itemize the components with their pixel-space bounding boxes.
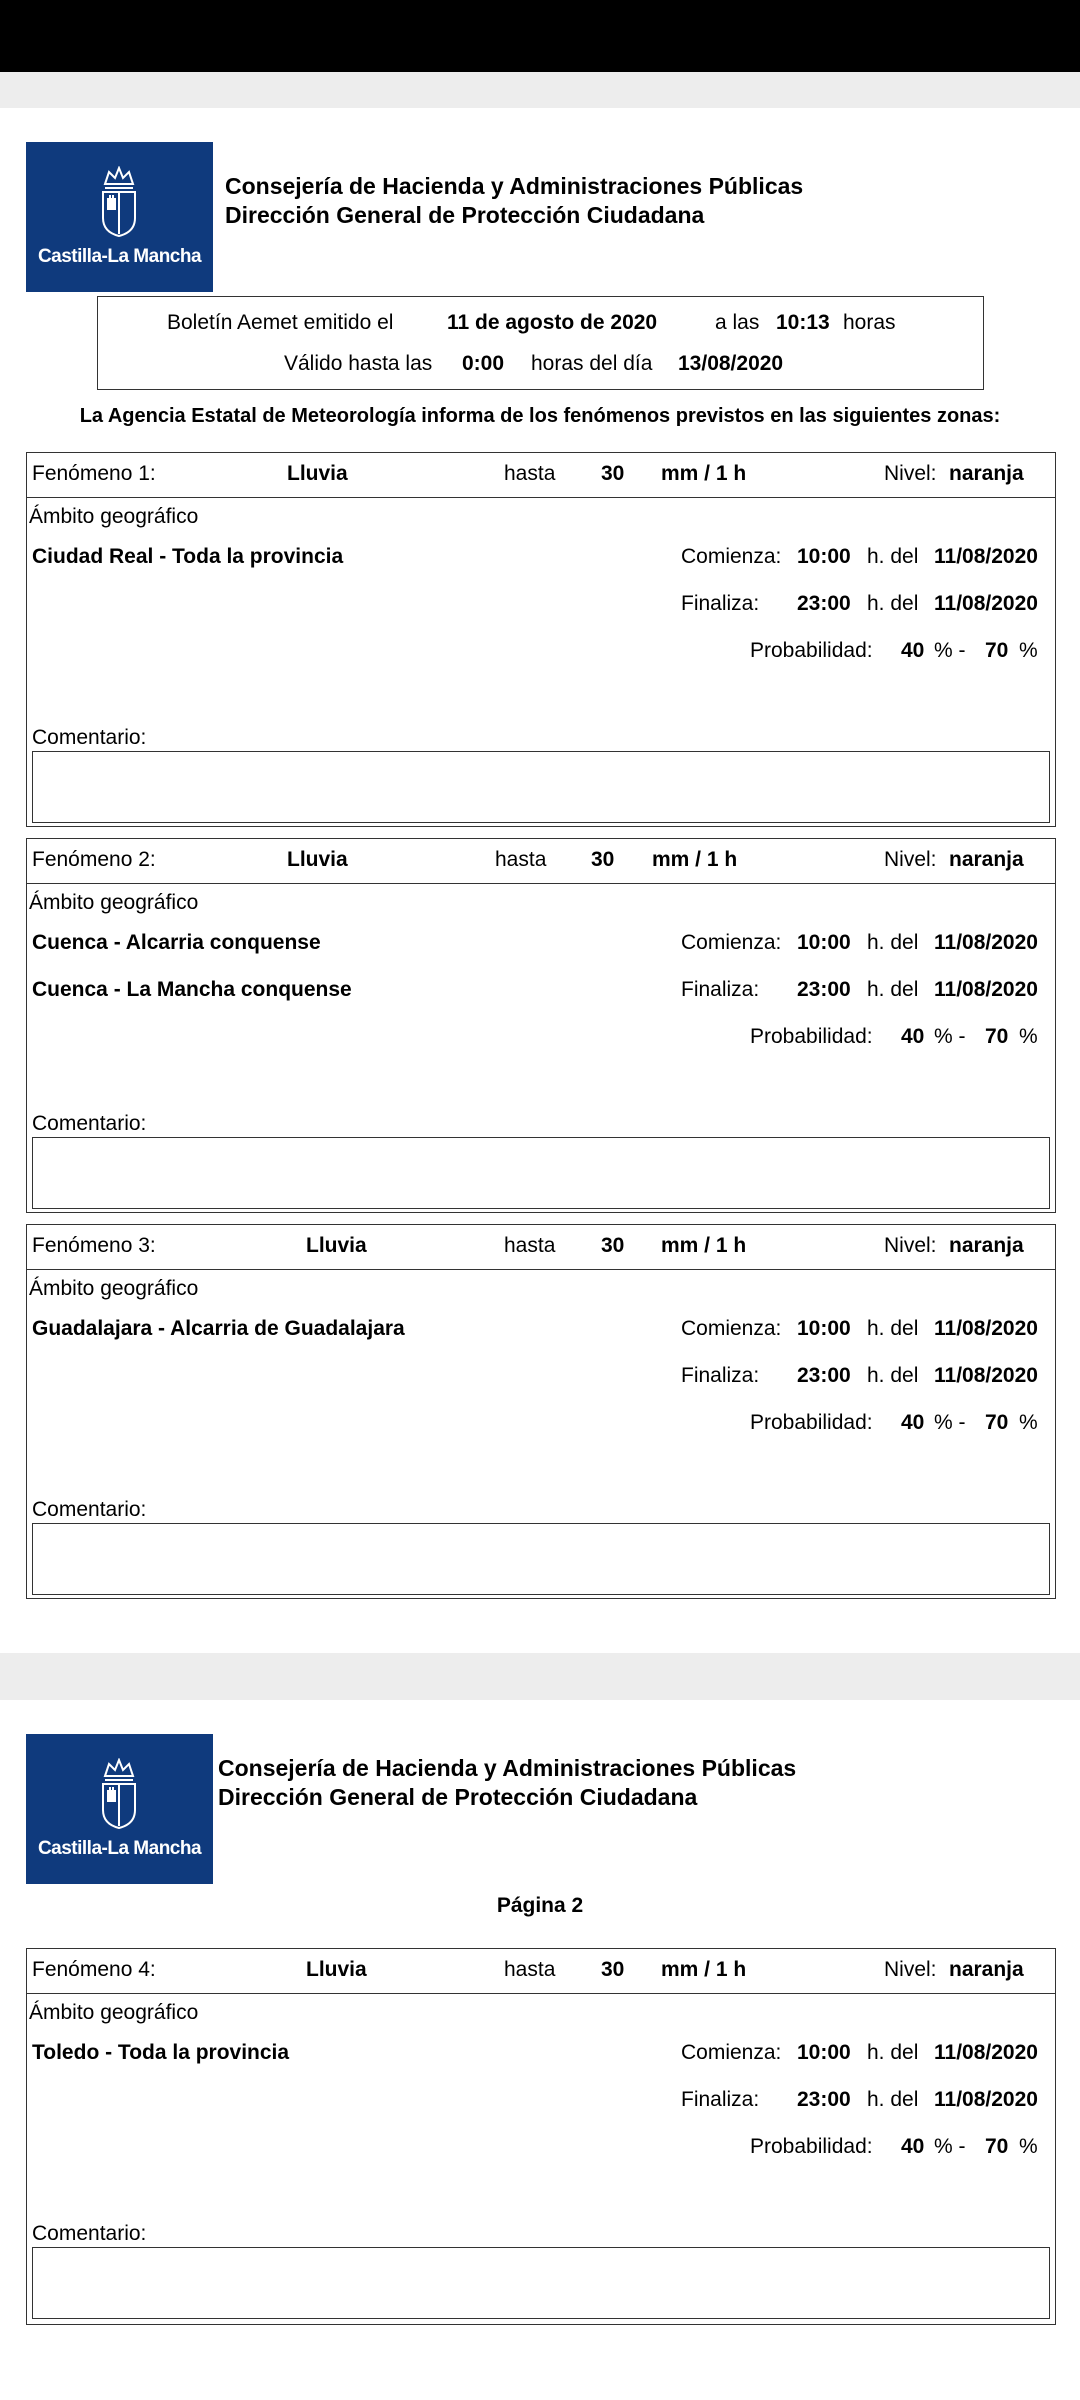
h-del-label: h. del [867, 978, 919, 1001]
level-label: Nivel: [884, 1958, 937, 1981]
phenomenon-amount: 30 [601, 1958, 625, 1981]
probability-min: 40 [901, 2135, 925, 2158]
phenomenon-header [27, 1949, 1055, 1994]
warning-level: naranja [949, 1958, 1024, 1981]
hasta-label: hasta [495, 848, 547, 871]
percent-separator: % - [934, 639, 966, 662]
end-date: 11/08/2020 [934, 1364, 1038, 1387]
warning-level: naranja [949, 462, 1024, 485]
zone-name: Toledo - Toda la provincia [32, 2041, 290, 2064]
end-time: 23:00 [797, 1364, 851, 1387]
org-header [218, 1754, 796, 1812]
start-label: Comienza: [681, 931, 782, 954]
phenomenon-header [27, 453, 1055, 498]
phenomenon-label: Fenómeno 4: [32, 1958, 156, 1981]
percent-separator: % - [934, 2135, 966, 2158]
geographic-scope-label: Ámbito geográfico [29, 891, 199, 914]
h-del-label: h. del [867, 2088, 919, 2111]
comment-label: Comentario: [32, 1498, 147, 1521]
hours-label: horas [843, 311, 896, 334]
percent-label: % [1019, 1411, 1038, 1434]
castilla-la-mancha-logo [26, 142, 213, 292]
probability-max: 70 [985, 1411, 1009, 1434]
intro-text: La Agencia Estatal de Meteorología informa de los fenómenos previstos en las siguientes zonas: [79, 405, 1001, 427]
start-time: 10:00 [797, 1317, 851, 1340]
org-line-2: Dirección General de Protección Ciudadana [225, 202, 705, 228]
castilla-la-mancha-crest-icon [95, 166, 143, 238]
issued-time: 10:13 [776, 311, 830, 334]
castilla-la-mancha-logo [26, 1734, 213, 1884]
level-label: Nivel: [884, 462, 937, 485]
phenomenon-label: Fenómeno 2: [32, 848, 156, 871]
start-date: 11/08/2020 [934, 1317, 1038, 1340]
phenomenon-block [26, 452, 1056, 827]
probability-label: Probabilidad: [750, 1025, 873, 1048]
start-label: Comienza: [681, 2041, 782, 2064]
phenomenon-type: Lluvia [287, 462, 348, 485]
status-bar [0, 0, 1080, 72]
zone-name: Guadalajara - Alcarria de Guadalajara [32, 1317, 405, 1340]
comment-box [32, 1523, 1050, 1595]
valid-day-label: horas del día [531, 352, 653, 375]
phenomenon-type: Lluvia [287, 848, 348, 871]
h-del-label: h. del [867, 2041, 919, 2064]
hasta-label: hasta [504, 462, 556, 485]
h-del-label: h. del [867, 592, 919, 615]
phenomenon-block [26, 1948, 1056, 2325]
hasta-label: hasta [504, 1958, 556, 1981]
end-date: 11/08/2020 [934, 592, 1038, 615]
probability-max: 70 [985, 639, 1009, 662]
hasta-label: hasta [504, 1234, 556, 1257]
phenomenon-unit: mm / 1 h [652, 848, 738, 871]
h-del-label: h. del [867, 1364, 919, 1387]
phenomenon-amount: 30 [591, 848, 615, 871]
start-label: Comienza: [681, 1317, 782, 1340]
start-date: 11/08/2020 [934, 931, 1038, 954]
h-del-label: h. del [867, 1317, 919, 1340]
phenomenon-amount: 30 [601, 1234, 625, 1257]
start-date: 11/08/2020 [934, 2041, 1038, 2064]
phenomenon-header [27, 839, 1055, 884]
probability-max: 70 [985, 1025, 1009, 1048]
end-time: 23:00 [797, 978, 851, 1001]
bulletin-info-box [97, 296, 984, 390]
geographic-scope-label: Ámbito geográfico [29, 2001, 199, 2024]
percent-label: % [1019, 1025, 1038, 1048]
percent-label: % [1019, 639, 1038, 662]
document-page-1 [0, 108, 1080, 1653]
zone-name: Cuenca - Alcarria conquense [32, 931, 321, 954]
h-del-label: h. del [867, 931, 919, 954]
logo-text: Castilla-La Mancha [37, 1838, 202, 1859]
org-line-2: Dirección General de Protección Ciudadana [218, 1784, 698, 1810]
warning-level: naranja [949, 1234, 1024, 1257]
start-date: 11/08/2020 [934, 545, 1038, 568]
percent-separator: % - [934, 1025, 966, 1048]
phenomenon-label: Fenómeno 3: [32, 1234, 156, 1257]
comment-box [32, 2247, 1050, 2319]
phenomenon-label: Fenómeno 1: [32, 462, 156, 485]
phenomenon-type: Lluvia [306, 1958, 367, 1981]
end-date: 11/08/2020 [934, 978, 1038, 1001]
warning-level: naranja [949, 848, 1024, 871]
end-label: Finaliza: [681, 592, 760, 615]
end-time: 23:00 [797, 2088, 851, 2111]
probability-label: Probabilidad: [750, 2135, 873, 2158]
issued-date: 11 de agosto de 2020 [447, 311, 658, 334]
comment-label: Comentario: [32, 2222, 147, 2245]
end-time: 23:00 [797, 592, 851, 615]
level-label: Nivel: [884, 1234, 937, 1257]
at-label: a las [715, 311, 760, 334]
probability-max: 70 [985, 2135, 1009, 2158]
valid-time: 0:00 [462, 352, 505, 375]
end-label: Finaliza: [681, 2088, 760, 2111]
document-page-2 [0, 1700, 1080, 2400]
end-label: Finaliza: [681, 978, 760, 1001]
issued-label: Boletín Aemet emitido el [167, 311, 394, 334]
zone-name: Ciudad Real - Toda la provincia [32, 545, 344, 568]
phenomenon-block [26, 1224, 1056, 1599]
castilla-la-mancha-crest-icon [95, 1758, 143, 1830]
phenomenon-header [27, 1225, 1055, 1270]
org-header [225, 172, 803, 230]
phenomenon-amount: 30 [601, 462, 625, 485]
start-time: 10:00 [797, 2041, 851, 2064]
h-del-label: h. del [867, 545, 919, 568]
percent-separator: % - [934, 1411, 966, 1434]
valid-date: 13/08/2020 [678, 352, 784, 375]
end-label: Finaliza: [681, 1364, 760, 1387]
probability-label: Probabilidad: [750, 639, 873, 662]
probability-label: Probabilidad: [750, 1411, 873, 1434]
comment-label: Comentario: [32, 1112, 147, 1135]
phenomenon-unit: mm / 1 h [661, 462, 747, 485]
start-time: 10:00 [797, 931, 851, 954]
percent-label: % [1019, 2135, 1038, 2158]
comment-box [32, 751, 1050, 823]
start-time: 10:00 [797, 545, 851, 568]
probability-min: 40 [901, 1025, 925, 1048]
probability-min: 40 [901, 1411, 925, 1434]
logo-text: Castilla-La Mancha [37, 246, 202, 267]
level-label: Nivel: [884, 848, 937, 871]
geographic-scope-label: Ámbito geográfico [29, 505, 199, 528]
zone-name: Cuenca - La Mancha conquense [32, 978, 352, 1001]
start-label: Comienza: [681, 545, 782, 568]
comment-label: Comentario: [32, 726, 147, 749]
valid-label: Válido hasta las [284, 352, 433, 375]
phenomenon-unit: mm / 1 h [661, 1958, 747, 1981]
comment-box [32, 1137, 1050, 1209]
probability-min: 40 [901, 639, 925, 662]
end-date: 11/08/2020 [934, 2088, 1038, 2111]
geographic-scope-label: Ámbito geográfico [29, 1277, 199, 1300]
phenomenon-block [26, 838, 1056, 1213]
org-line-1: Consejería de Hacienda y Administraciones Públicas [225, 173, 804, 199]
org-line-1: Consejería de Hacienda y Administraciones Públicas [218, 1755, 797, 1781]
phenomenon-type: Lluvia [306, 1234, 367, 1257]
phenomenon-unit: mm / 1 h [661, 1234, 747, 1257]
page-number: Página 2 [496, 1894, 584, 1917]
